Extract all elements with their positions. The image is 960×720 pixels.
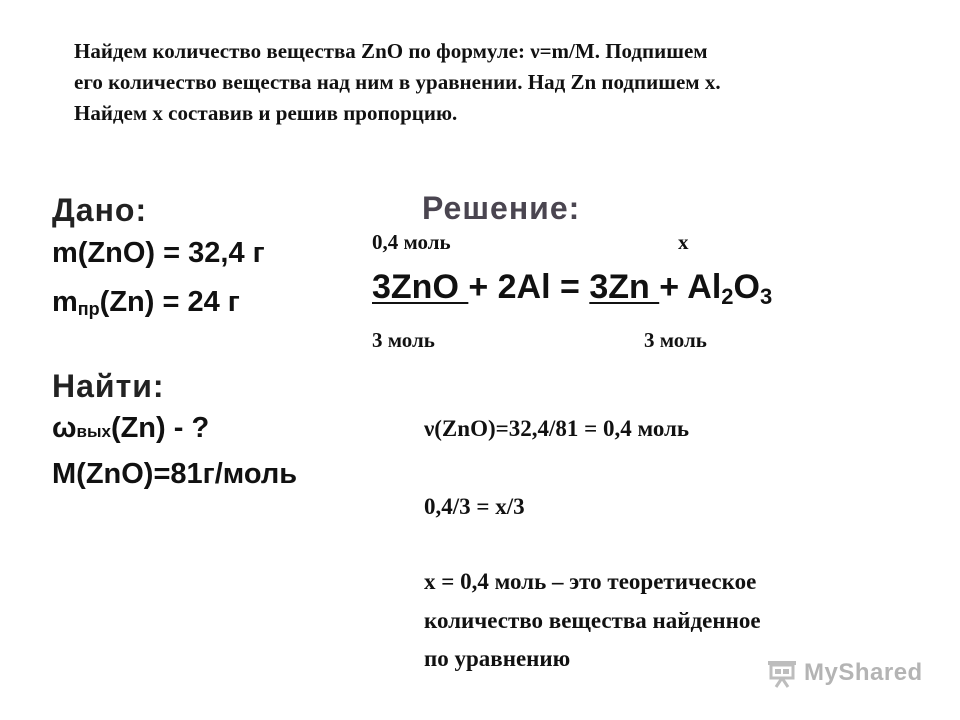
intro-line: Найдем количество вещества ZnO по формуле: ν=m/M. Подпишем <box>74 39 708 63</box>
eq-al2o3-al: + Al <box>659 268 722 306</box>
calc-proportion: 0,4/3 = x/3 <box>424 494 525 519</box>
mass-symbol: m <box>52 286 78 318</box>
watermark-text: MyShared <box>804 659 923 686</box>
find-heading: Найти: <box>52 368 165 404</box>
calc-moles-zno: ν(ZnO)=32,4/81 = 0,4 моль <box>424 416 690 441</box>
eq-zn: 3Zn <box>589 268 660 306</box>
eq-o: O <box>733 268 760 306</box>
above-zn-label: x <box>678 230 689 254</box>
intro-text <box>74 36 934 129</box>
eq-al: + 2Al = <box>468 268 590 306</box>
mass-subscript: пр <box>77 299 100 319</box>
result-line: количество вещества найденное <box>424 608 761 633</box>
given-mass-zno: m(ZnO) = 32,4 г <box>52 237 265 269</box>
below-zn-label: 3 моль <box>644 328 707 352</box>
mass-zn-value: (Zn) = 24 г <box>99 286 240 318</box>
below-zno-label: 3 моль <box>372 328 435 352</box>
reaction-equation <box>372 268 772 310</box>
eq-zno: 3ZnO <box>372 268 469 306</box>
above-zno-label: 0,4 моль <box>372 230 451 254</box>
eq-subscript: 2 <box>721 284 734 309</box>
omega-symbol: ω <box>52 412 77 444</box>
omega-subscript: вых <box>76 422 111 441</box>
watermark <box>766 658 923 688</box>
eq-subscript: 3 <box>759 284 773 309</box>
find-omega <box>52 412 209 445</box>
given-heading: Дано: <box>52 192 148 228</box>
omega-rest: (Zn) - ? <box>110 412 210 444</box>
result-line: по уравнению <box>424 646 571 671</box>
solution-heading: Решение: <box>422 190 581 226</box>
intro-line: его количество вещества над ним в уравнении. Над Zn подпишем x. <box>74 70 721 94</box>
presentation-board-icon <box>766 658 798 688</box>
find-molar-mass: M(ZnO)=81г/моль <box>52 458 298 490</box>
intro-line: Найдем x составив и решив пропорцию. <box>74 101 458 125</box>
result-line: x = 0,4 моль – это теоретическое <box>424 569 757 594</box>
given-mass-zn <box>52 286 240 320</box>
